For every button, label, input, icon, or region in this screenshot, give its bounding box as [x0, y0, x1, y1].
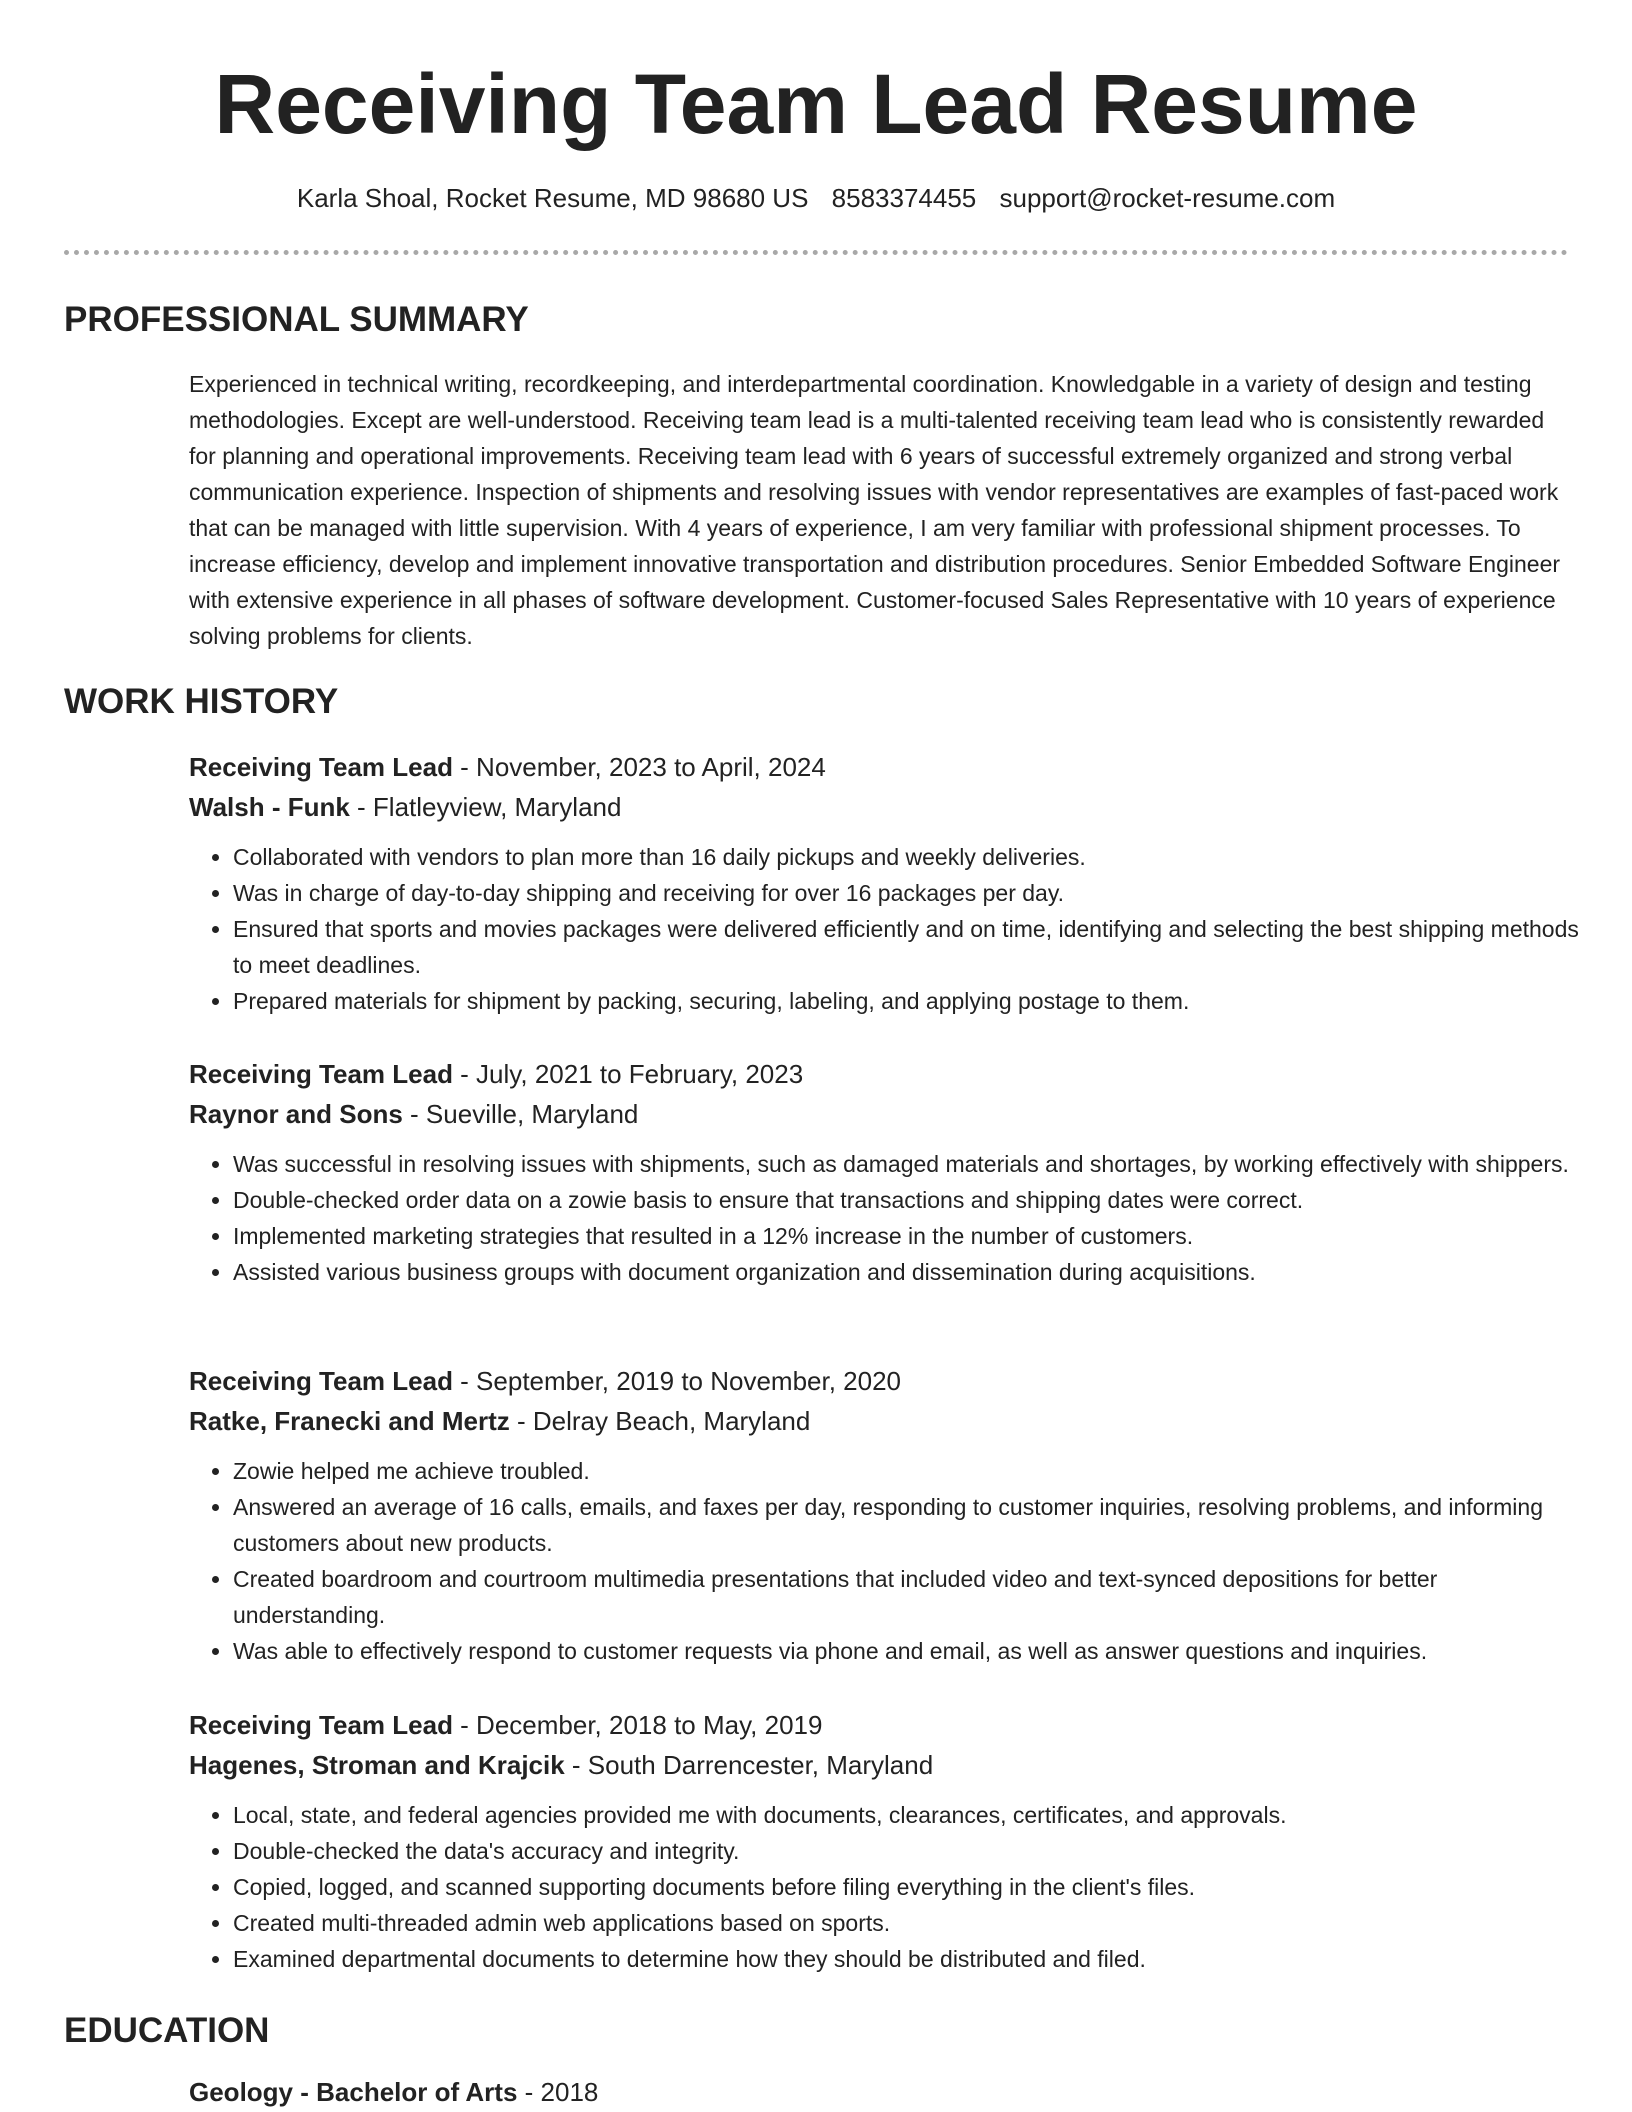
- page-title: Receiving Team Lead Resume: [214, 57, 1418, 151]
- job-bullet: • Double-checked order data on a zowie basis to ensure that transactions and shipping dates were correct.: [233, 1182, 1579, 1218]
- job-entry: [189, 747, 1579, 1019]
- job-company: Raynor and Sons: [189, 1099, 403, 1129]
- contact-line: [0, 180, 1632, 216]
- job-bullet: • Collaborated with vendors to plan more than 16 daily pickups and weekly deliveries.: [233, 839, 1579, 875]
- education-degree: Geology - Bachelor of Arts: [189, 2077, 518, 2107]
- job-bullets: [189, 1797, 1579, 1977]
- job-dates: - September, 2019 to November, 2020: [452, 1366, 902, 1396]
- job-dates: - December, 2018 to May, 2019: [452, 1710, 823, 1740]
- job-role: Receiving Team Lead: [189, 1710, 453, 1740]
- job-bullet: • Was able to effectively respond to customer requests via phone and email, as well as answer questions and inquiries.: [233, 1633, 1579, 1669]
- job-role: Receiving Team Lead: [189, 1059, 453, 1089]
- job-bullet: • Copied, logged, and scanned supporting documents before filing everything in the client's files.: [233, 1869, 1579, 1905]
- work-history-heading: WORK HISTORY: [64, 682, 339, 721]
- job-company-line: [189, 787, 1579, 827]
- education-entry: [189, 2072, 1579, 2112]
- job-bullets: [189, 839, 1579, 1019]
- job-title-line: [189, 747, 1579, 787]
- summary-text: Experienced in technical writing, recordkeeping, and interdepartmental coordination. Knowledgable in a variety of design and testing methodologies. Except are well-understood. Receiving team lead is a multi-talented receiving team lead who is consistently rewarded for planning and operational improvements. Receiving team lead with 6 years of successful extremely organized and strong verbal communication experience. Inspection of shipments and resolving issues with vendor representatives are examples of fast-paced work that can be managed with little supervision. With 4 years of experience, I am very familiar with professional shipment processes. To increase efficiency, develop and implement innovative transportation and distribution procedures. Senior Embedded Software Engineer with extensive experience in all phases of software development. Customer-focused Sales Representative with 10 years of experience solving problems for clients.: [189, 371, 1561, 649]
- job-bullet: • Assisted various business groups with document organization and dissemination during acquisitions.: [233, 1254, 1579, 1290]
- job-title-line: [189, 1054, 1579, 1094]
- job-company-line: [189, 1094, 1579, 1134]
- job-location: - Sueville, Maryland: [402, 1099, 639, 1129]
- job-bullets: [189, 1453, 1579, 1669]
- job-bullet: • Zowie helped me achieve troubled.: [233, 1453, 1579, 1489]
- job-dates: - July, 2021 to February, 2023: [452, 1059, 804, 1089]
- job-title-line: [189, 1361, 1579, 1401]
- job-company: Hagenes, Stroman and Krajcik: [189, 1750, 565, 1780]
- job-company: Ratke, Franecki and Mertz: [189, 1406, 510, 1436]
- summary-heading: PROFESSIONAL SUMMARY: [64, 300, 529, 339]
- job-bullet: • Double-checked the data's accuracy and integrity.: [233, 1833, 1579, 1869]
- job-entry: [189, 1054, 1579, 1290]
- job-dates: - November, 2023 to April, 2024: [452, 752, 826, 782]
- job-bullet: • Ensured that sports and movies packages were delivered efficiently and on time, identifying and selecting the best shipping methods to meet deadlines.: [233, 911, 1579, 983]
- header-divider: [64, 250, 1568, 255]
- job-bullet: • Local, state, and federal agencies provided me with documents, clearances, certificates, and approvals.: [233, 1797, 1579, 1833]
- job-role: Receiving Team Lead: [189, 752, 453, 782]
- job-title-line: [189, 1705, 1579, 1745]
- job-role: Receiving Team Lead: [189, 1366, 453, 1396]
- job-entry: [189, 1705, 1579, 1977]
- job-location: - Flatleyview, Maryland: [349, 792, 622, 822]
- job-location: - South Darrencester, Maryland: [564, 1750, 934, 1780]
- job-company-line: [189, 1745, 1579, 1785]
- job-company-line: [189, 1401, 1579, 1441]
- job-bullets: [189, 1146, 1579, 1290]
- education-heading: EDUCATION: [64, 2011, 270, 2050]
- job-bullet: • Was successful in resolving issues with shipments, such as damaged materials and shortages, by working effectively with shippers.: [233, 1146, 1579, 1182]
- contact-address: Karla Shoal, Rocket Resume, MD 98680 US: [296, 183, 809, 213]
- job-bullet: • Was in charge of day-to-day shipping and receiving for over 16 packages per day.: [233, 875, 1579, 911]
- education-year: - 2018: [517, 2077, 599, 2107]
- job-location: - Delray Beach, Maryland: [509, 1406, 811, 1436]
- job-entry: [189, 1361, 1579, 1669]
- job-bullet: • Answered an average of 16 calls, emails, and faxes per day, responding to customer inquiries, resolving problems, and informing customers about new products.: [233, 1489, 1579, 1561]
- job-bullet: • Implemented marketing strategies that resulted in a 12% increase in the number of customers.: [233, 1218, 1579, 1254]
- job-bullet: • Examined departmental documents to determine how they should be distributed and filed.: [233, 1941, 1579, 1977]
- contact-email: support@rocket-resume.com: [999, 183, 1336, 213]
- contact-phone: 8583374455: [831, 183, 977, 213]
- job-bullet: • Created boardroom and courtroom multimedia presentations that included video and text-synced depositions for better understanding.: [233, 1561, 1579, 1633]
- job-bullet: • Created multi-threaded admin web applications based on sports.: [233, 1905, 1579, 1941]
- job-company: Walsh - Funk: [189, 792, 350, 822]
- job-bullet: • Prepared materials for shipment by packing, securing, labeling, and applying postage to them.: [233, 983, 1579, 1019]
